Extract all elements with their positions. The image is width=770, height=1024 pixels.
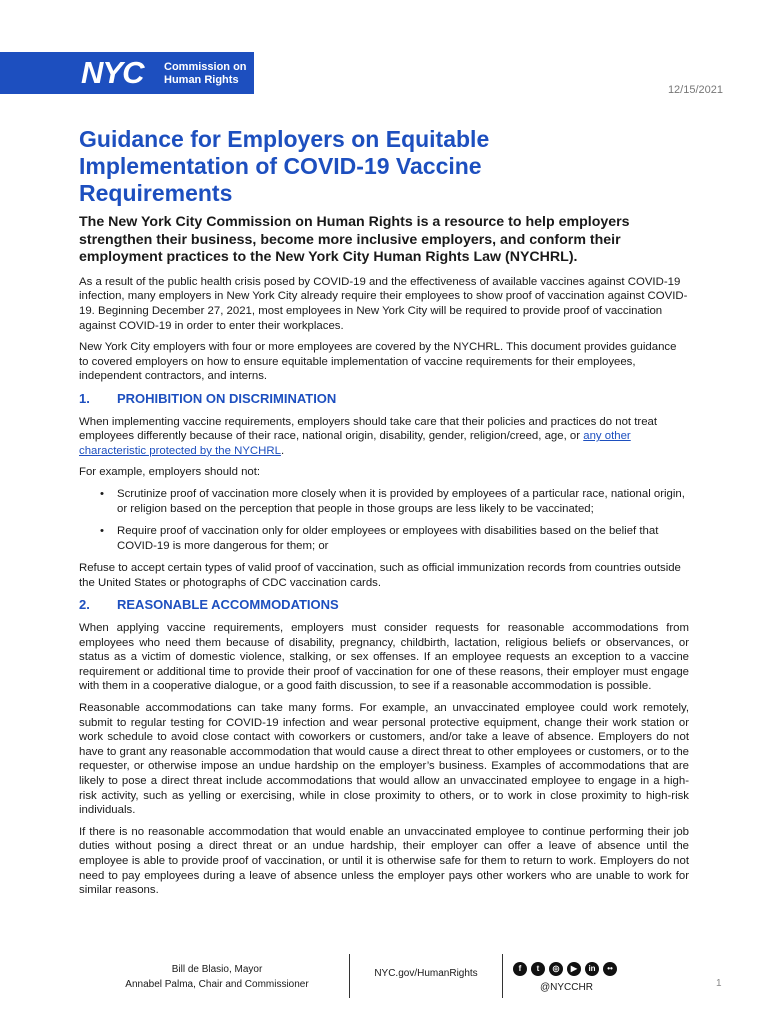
- logo: [0, 52, 254, 94]
- logo-line-1: Commission on: [164, 61, 247, 73]
- section-2-title: REASONABLE ACCOMMODATIONS: [117, 597, 339, 613]
- section-1-para-text: When implementing vaccine requirements, employers should take care that their policies and practices do not treat employees differently because of their race, national origin, disability, gender, religion/creed, age, or: [79, 415, 658, 443]
- page-title: Guidance for Employers on Equitable Implementation of COVID-19 Vaccine Requirements: [79, 126, 490, 206]
- linkedin-icon[interactable]: in: [585, 962, 599, 976]
- section-1-bullet-list: [79, 487, 689, 553]
- section-1-paragraph-2: For example, employers should not:: [79, 466, 261, 479]
- section-2-paragraph-2: Reasonable accommodations can take many forms. For example, an unvaccinated employee could work remotely, submit to regular testing for COVID-19 infection and wear personal protective equipment, change their work station or work schedule to avoid close contact with coworkers or customers, and/or take a leave of absence. Employers do not have to grant any reasonable accommodation that would cause a direct threat to other employees or customers, or to the requester, or otherwise impose an undue hardship on the employer’s business. Examples of accommodations that are likely to pose a direct threat include accommodations that would allow an unvaccinated employee to engage in a high-risk activity, such as yelling or exercising, while in close proximity to others, or to work in close proximity to high-risk individuals.: [79, 702, 689, 817]
- intro-paragraph-2: New York City employers with four or more employees are covered by the NYCHRL. This document provides guidance to covered employers on how to ensure equitable implementation of vaccine requirements for their employees, independent contractors, and interns.: [79, 341, 677, 383]
- footer-chair: Annabel Palma, Chair and Commissioner: [125, 979, 309, 990]
- section-1-para-end: .: [280, 444, 285, 457]
- footer-mayor: Bill de Blasio, Mayor: [171, 964, 263, 975]
- twitter-icon[interactable]: t: [531, 962, 545, 976]
- section-1-paragraph-3: Refuse to accept certain types of valid proof of vaccination, such as official immunization records from countries outside the United States or photographs of CDC vaccination cards.: [79, 562, 681, 589]
- section-2-paragraph-1: When applying vaccine requirements, employers must consider requests for reasonable accommodations from employees who need them because of disability, pregnancy, childbirth, lactation, religious beliefs or observances, or status as a victim of domestic violence, stalking, or sex offenses. If an employee requests an exception to a vaccine requirement or additional time to provide their proof of vaccination for one of these reasons, their employer must engage with them in a cooperative dialogue, or a good faith discussion, to see if a reasonable accommodation is possible.: [79, 622, 689, 693]
- footer-url[interactable]: NYC.gov/HumanRights: [374, 968, 478, 979]
- youtube-icon[interactable]: ▶: [567, 962, 581, 976]
- nyc-logo-mark: NYC: [81, 55, 144, 90]
- social-handle[interactable]: @NYCCHR: [540, 982, 593, 993]
- list-item: • Require proof of vaccination only for older employees or employees with disabilities based on the belief that COVID-19 is more dangerous for them; or: [117, 524, 689, 553]
- intro-paragraph-1: As a result of the public health crisis posed by COVID-19 and the effectiveness of available vaccines against COVID-19 infection, many employers in New York City already require their employees to show proof of vaccination against COVID-19. Beginning December 27, 2021, most employees in New York City will be required to provide proof of vaccination against COVID-19 in order to enter their workplaces.: [79, 275, 688, 332]
- lead-paragraph: The New York City Commission on Human Rights is a resource to help employers strengthen their business, become more inclusive employers, and conform their employment practices to the New York City Human Rights Law (NYCHRL).: [79, 214, 630, 266]
- section-2-number: 2.: [79, 597, 90, 613]
- section-2-heading: [79, 598, 689, 613]
- social-icons: [513, 962, 617, 976]
- document-body: [79, 214, 689, 905]
- page-number: 1: [716, 978, 722, 989]
- section-1-paragraph-1: [79, 415, 689, 459]
- document-date: 12/15/2021: [667, 84, 723, 96]
- protected-characteristics-link[interactable]: any other characteristic protected by the NYCHRL: [79, 430, 631, 457]
- section-1-title: PROHIBITION ON DISCRIMINATION: [117, 390, 337, 406]
- section-1-number: 1.: [79, 390, 90, 406]
- facebook-icon[interactable]: f: [513, 962, 527, 976]
- footer-divider: [349, 954, 350, 998]
- list-item: • Scrutinize proof of vaccination more closely when it is provided by employees of a particular race, national origin, or religion based on the perception that people in those groups are less likely to be vaccinated;: [117, 487, 689, 516]
- footer-divider: [502, 954, 503, 998]
- footer: [0, 950, 770, 1002]
- section-2-paragraph-3: If there is no reasonable accommodation that would enable an unvaccinated employee to continue performing their job duties without posing a direct threat or an undue hardship, their employer can offer a leave of absence until the employee is able to provide proof of vaccination, or until it is otherwise safe for them to return to work. Employers do not need to pay employees during a leave of absence unless the employer pays other workers who are unable to work for similar reasons.: [79, 825, 689, 897]
- footer-officials: [100, 962, 334, 992]
- logo-text: [164, 61, 247, 87]
- flickr-icon[interactable]: ••: [603, 962, 617, 976]
- section-1-heading: [79, 392, 689, 407]
- logo-line-2: Human Rights: [164, 74, 239, 86]
- instagram-icon[interactable]: ◎: [549, 962, 563, 976]
